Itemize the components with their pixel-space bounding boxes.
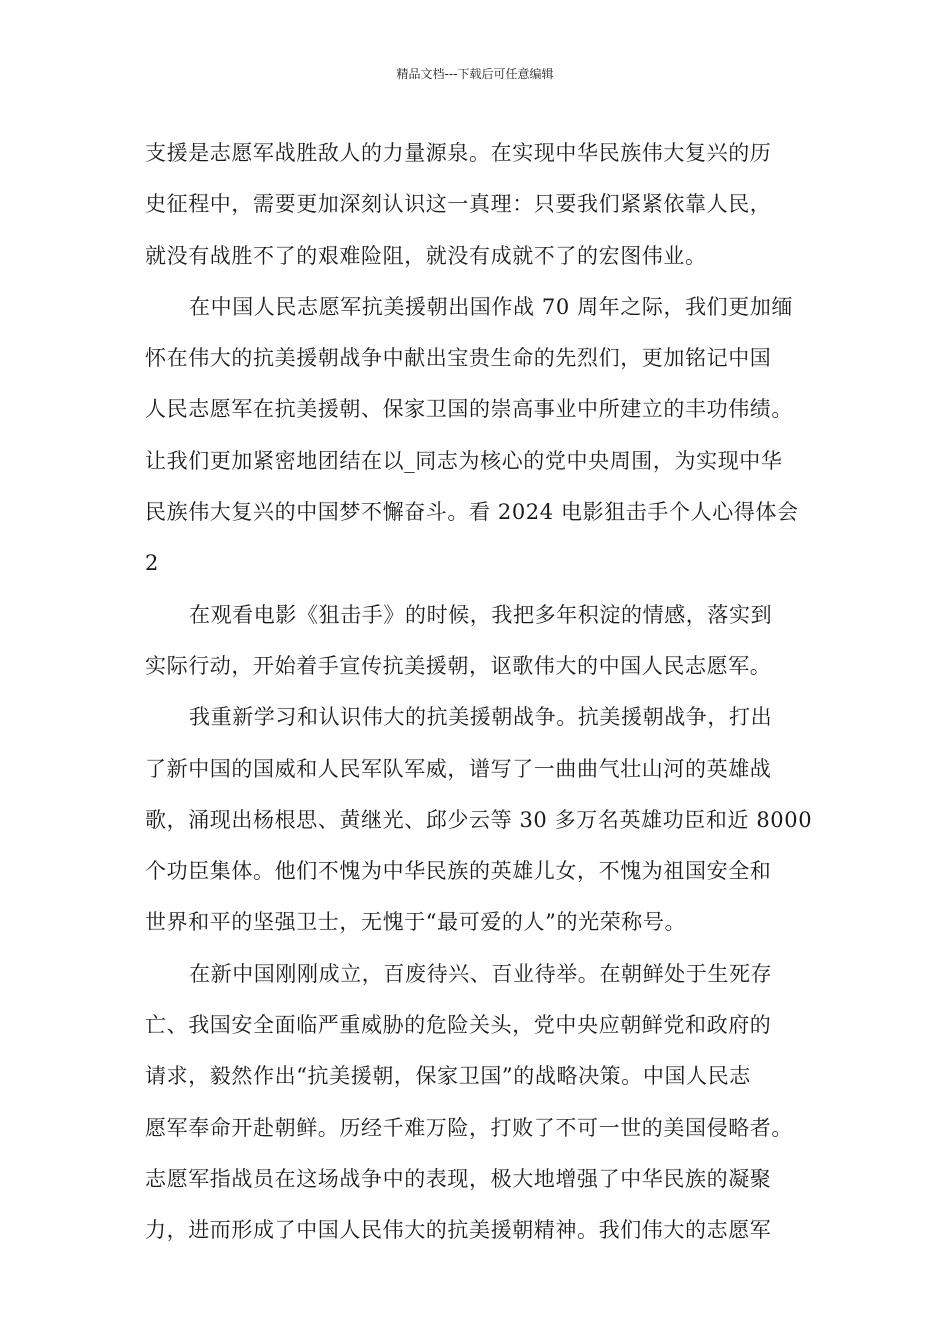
text-line: 在中国人民志愿军抗美援朝出国作战 70 周年之际，我们更加缅 <box>189 294 794 319</box>
page-header: 精品文档---下载后可任意编辑 <box>396 67 554 81</box>
text-line: 歌，涌现出杨根思、黄继光、邱少云等 30 多万名英雄功臣和近 8000 <box>145 807 813 832</box>
text-line: 亡、我国安全面临严重威胁的危险关头，党中央应朝鲜党和政府的 <box>145 1013 772 1038</box>
text-line: 就没有战胜不了的艰难险阻，就没有成就不了的宏图伟业。 <box>145 243 707 268</box>
text-line: 在观看电影《狙击手》的时候，我把多年积淀的情感，落实到 <box>189 602 773 627</box>
text-line: 让我们更加紧密地团结在以_同志为核心的党中央周围，为实现中华 <box>145 448 783 473</box>
text-line: 实际行动，开始着手宣传抗美援朝，讴歌伟大的中国人民志愿军。 <box>145 653 772 678</box>
text-line: 民族伟大复兴的中国梦不懈奋斗。看 2024 电影狙击手个人心得体会 <box>145 500 799 525</box>
text-line: 世界和平的坚强卫士，无愧于“最可爱的人”的光荣称号。 <box>145 910 687 935</box>
text-line: 愿军奉命开赴朝鲜。历经千难万险，打败了不可一世的美国侵略者。 <box>145 1115 793 1140</box>
text-line: 力，进而形成了中国人民伟大的抗美援朝精神。我们伟大的志愿军 <box>145 1218 772 1243</box>
text-line: 个功臣集体。他们不愧为中华民族的英雄儿女，不愧为祖国安全和 <box>145 859 772 884</box>
text-line: 史征程中，需要更加深刻认识这一真理：只要我们紧紧依靠人民， <box>145 192 772 217</box>
document-body <box>145 128 815 1257</box>
text-line: 支援是志愿军战胜敌人的力量源泉。在实现中华民族伟大复兴的历 <box>145 141 772 165</box>
text-line: 志愿军指战员在这场战争中的表现，极大地增强了中华民族的凝聚 <box>145 1166 772 1191</box>
text-line: 了新中国的国威和人民军队军威，谱写了一曲曲气壮山河的英雄战 <box>145 756 772 781</box>
text-line: 怀在伟大的抗美援朝战争中献出宝贵生命的先烈们，更加铭记中国 <box>145 346 772 371</box>
text-line: 请求，毅然作出“抗美援朝，保家卫国”的战略决策。中国人民志 <box>145 1064 751 1089</box>
text-line: 在新中国刚刚成立，百废待兴、百业待举。在朝鲜处于生死存 <box>189 961 773 986</box>
text-line: 我重新学习和认识伟大的抗美援朝战争。抗美援朝战争，打出 <box>189 705 773 730</box>
text-line: 2 <box>145 551 159 576</box>
text-line: 人民志愿军在抗美援朝、保家卫国的崇高事业中所建立的丰功伟绩。 <box>145 397 793 422</box>
